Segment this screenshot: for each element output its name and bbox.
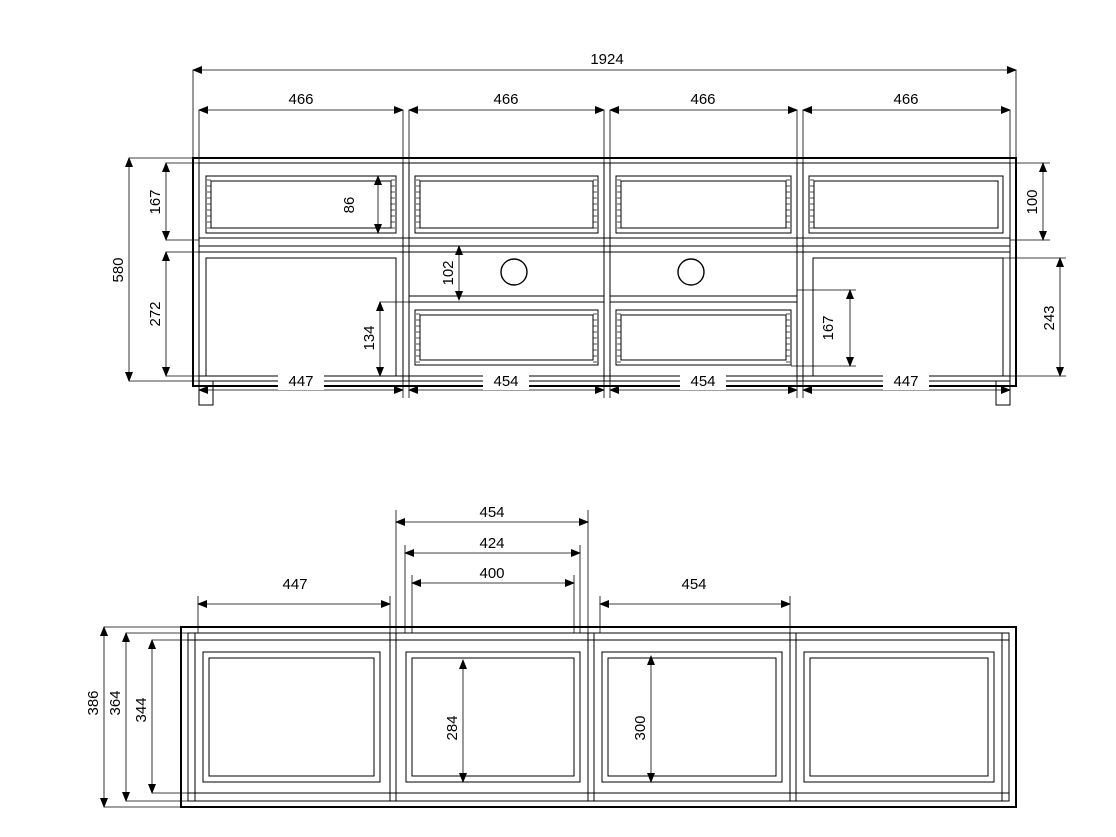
dim-580: 580 [110, 257, 127, 283]
dim-466-c: 466 [690, 91, 716, 108]
dim-447-b: 447 [893, 373, 919, 390]
knob-left [501, 259, 527, 285]
dim-1924: 1924 [590, 51, 624, 68]
dim-272: 272 [147, 301, 164, 327]
dim-167-left: 167 [147, 189, 164, 215]
dim-454-b: 454 [690, 373, 716, 390]
dim-447-b2: 447 [282, 576, 308, 593]
front-elevation-geometry [193, 158, 1016, 405]
knob-right [678, 259, 704, 285]
drawer-runner-ticks [207, 180, 814, 228]
dim-386: 386 [85, 690, 102, 716]
dim-364: 364 [107, 690, 124, 716]
dim-102: 102 [440, 260, 457, 286]
dim-344: 344 [133, 697, 150, 723]
dim-447-a: 447 [288, 373, 314, 390]
dim-454-top-b: 454 [479, 504, 505, 521]
secondary-elevation-geometry [181, 627, 1016, 807]
dimension-labels [85, 50, 1058, 741]
dim-454-a: 454 [493, 373, 519, 390]
dim-243: 243 [1041, 305, 1058, 331]
dim-300: 300 [632, 715, 649, 741]
dim-466-d: 466 [893, 91, 919, 108]
dim-454-right: 454 [681, 576, 707, 593]
dim-86: 86 [341, 196, 358, 214]
dim-284: 284 [444, 715, 461, 741]
dim-167-right: 167 [820, 315, 837, 341]
dim-466-a: 466 [288, 91, 314, 108]
dim-100: 100 [1024, 189, 1041, 215]
dim-400: 400 [479, 565, 505, 582]
dim-466-b: 466 [493, 91, 519, 108]
lower-drawer-runner-ticks [416, 314, 790, 362]
dim-424: 424 [479, 535, 505, 552]
dim-134: 134 [361, 325, 378, 351]
